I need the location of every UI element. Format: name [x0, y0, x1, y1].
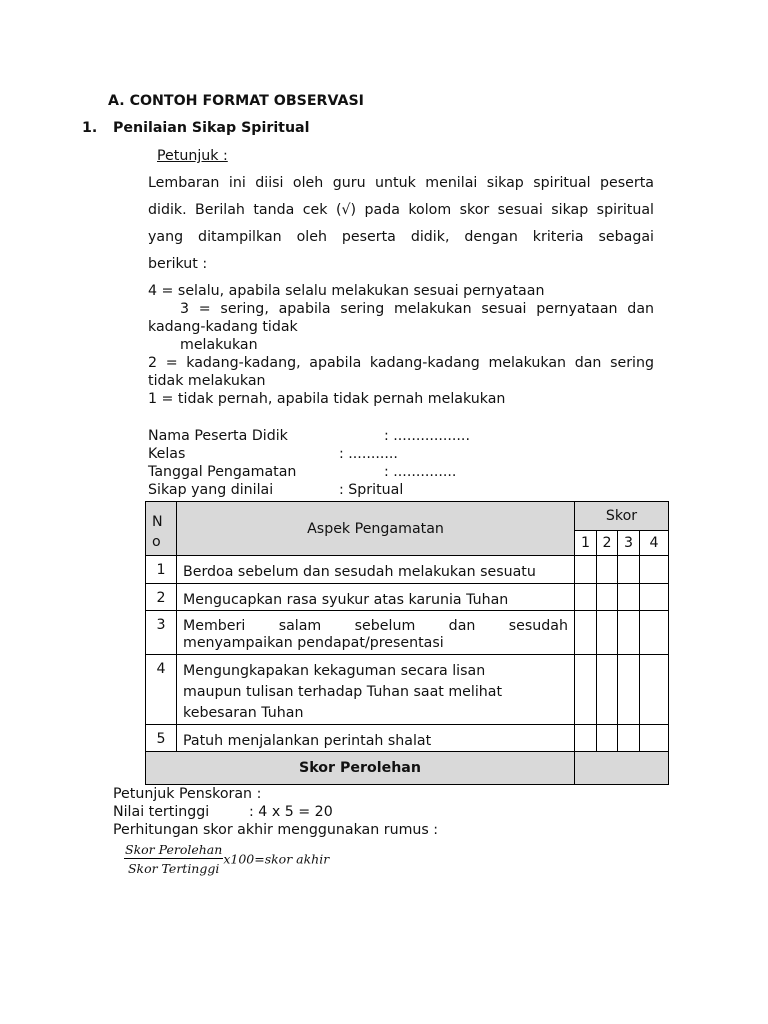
observation-table	[145, 501, 669, 785]
score-cell-1[interactable]	[575, 584, 597, 611]
nama-value: : .................	[384, 428, 470, 444]
score-cell-2[interactable]	[597, 725, 618, 752]
aspek-line: maupun tulisan terhadap Tuhan saat melihat	[183, 684, 503, 700]
criteria-3-line-1: 3 = sering, apabila sering melakukan sesuai pernyataan dan	[180, 301, 654, 317]
kelas-value: : ...........	[339, 446, 398, 462]
intro-line-1: Lembaran ini diisi oleh guru untuk menilai sikap spiritual peserta	[148, 175, 654, 191]
petunjuk-label: Petunjuk :	[157, 148, 228, 164]
score-cell-4[interactable]	[640, 725, 669, 752]
aspek-cell: Patuh menjalankan perintah shalat	[177, 725, 575, 752]
row-number: 1	[146, 556, 177, 584]
skor-col-2: 2	[597, 531, 618, 556]
criteria-1: 1 = tidak pernah, apabila tidak pernah melakukan	[148, 391, 506, 407]
score-cell-4[interactable]	[640, 584, 669, 611]
intro-line-4: berikut :	[148, 256, 208, 272]
nilai-tertinggi-value: : 4 x 5 = 20	[249, 804, 333, 820]
skor-col-4: 4	[640, 531, 669, 556]
section-title: A. CONTOH FORMAT OBSERVASI	[108, 93, 364, 109]
no-header-line-2: o	[152, 534, 161, 550]
intro-line-2: didik. Berilah tanda cek (√) pada kolom skor sesuai sikap spiritual	[148, 202, 654, 218]
formula-rest: x100=skor akhir	[223, 851, 330, 867]
score-cell-2[interactable]	[597, 611, 618, 655]
aspek-cell	[177, 611, 575, 655]
score-cell-1[interactable]	[575, 655, 597, 725]
skor-col-3: 3	[618, 531, 640, 556]
aspek-line: kebesaran Tuhan	[183, 705, 304, 721]
score-cell-3[interactable]	[618, 611, 640, 655]
aspek-line: Memberi salam sebelum dan sesudah	[183, 618, 568, 634]
row-number: 3	[146, 611, 177, 655]
score-formula	[124, 842, 329, 876]
tanggal-value: : ..............	[384, 464, 457, 480]
score-cell-2[interactable]	[597, 655, 618, 725]
score-cell-1[interactable]	[575, 611, 597, 655]
score-cell-3[interactable]	[618, 584, 640, 611]
table-row	[146, 556, 669, 584]
skor-column-header: Skor	[575, 502, 669, 531]
criteria-2-line-2: tidak melakukan	[148, 373, 266, 389]
skor-perolehan-label: Skor Perolehan	[146, 752, 575, 785]
no-header-line-1: N	[152, 514, 163, 530]
criteria-2-line-1: 2 = kadang-kadang, apabila kadang-kadang melakukan dan sering	[148, 355, 654, 371]
score-cell-4[interactable]	[640, 556, 669, 584]
tanggal-label: Tanggal Pengamatan	[148, 464, 297, 480]
score-cell-3[interactable]	[618, 725, 640, 752]
criteria-3-line-2: kadang-kadang tidak	[148, 319, 298, 335]
table-row	[146, 655, 669, 725]
formula-numerator: Skor Perolehan	[125, 842, 223, 857]
score-cell-2[interactable]	[597, 556, 618, 584]
row-number: 2	[146, 584, 177, 611]
skor-perolehan-value[interactable]	[575, 752, 669, 785]
aspek-line: menyampaikan pendapat/presentasi	[183, 635, 444, 651]
aspek-line: Mengungkapakan kekaguman secara lisan	[183, 663, 486, 679]
table-row	[146, 611, 669, 655]
subsection-number: 1.	[82, 120, 98, 136]
total-row	[146, 752, 669, 785]
criteria-3-line-3: melakukan	[180, 337, 258, 353]
aspek-cell	[177, 655, 575, 725]
score-cell-4[interactable]	[640, 611, 669, 655]
aspek-column-header: Aspek Pengamatan	[177, 502, 575, 556]
table-row	[146, 584, 669, 611]
score-cell-4[interactable]	[640, 655, 669, 725]
aspek-cell: Berdoa sebelum dan sesudah melakukan sesuatu	[177, 556, 575, 584]
table-header-row	[146, 502, 669, 531]
no-column-header	[146, 502, 177, 556]
formula-denominator: Skor Tertinggi	[127, 861, 220, 876]
formula-fraction	[124, 842, 223, 876]
nama-label: Nama Peserta Didik	[148, 428, 288, 444]
sikap-label: Sikap yang dinilai	[148, 482, 274, 498]
score-cell-1[interactable]	[575, 556, 597, 584]
kelas-label: Kelas	[148, 446, 186, 462]
nilai-tertinggi-label: Nilai tertinggi	[113, 804, 210, 820]
skor-col-1: 1	[575, 531, 597, 556]
row-number: 5	[146, 725, 177, 752]
table-row	[146, 725, 669, 752]
criteria-4: 4 = selalu, apabila selalu melakukan sesuai pernyataan	[148, 283, 545, 299]
intro-line-3: yang ditampilkan oleh peserta didik, dengan kriteria sebagai	[148, 229, 654, 245]
subsection-title: Penilaian Sikap Spiritual	[113, 120, 310, 136]
aspek-cell: Mengucapkan rasa syukur atas karunia Tuhan	[177, 584, 575, 611]
row-number: 4	[146, 655, 177, 725]
score-cell-2[interactable]	[597, 584, 618, 611]
score-cell-3[interactable]	[618, 556, 640, 584]
score-cell-1[interactable]	[575, 725, 597, 752]
sikap-value: : Spritual	[339, 482, 404, 498]
petunjuk-penskoran: Petunjuk Penskoran :	[113, 786, 262, 802]
perhitungan-text: Perhitungan skor akhir menggunakan rumus :	[113, 822, 439, 838]
score-cell-3[interactable]	[618, 655, 640, 725]
